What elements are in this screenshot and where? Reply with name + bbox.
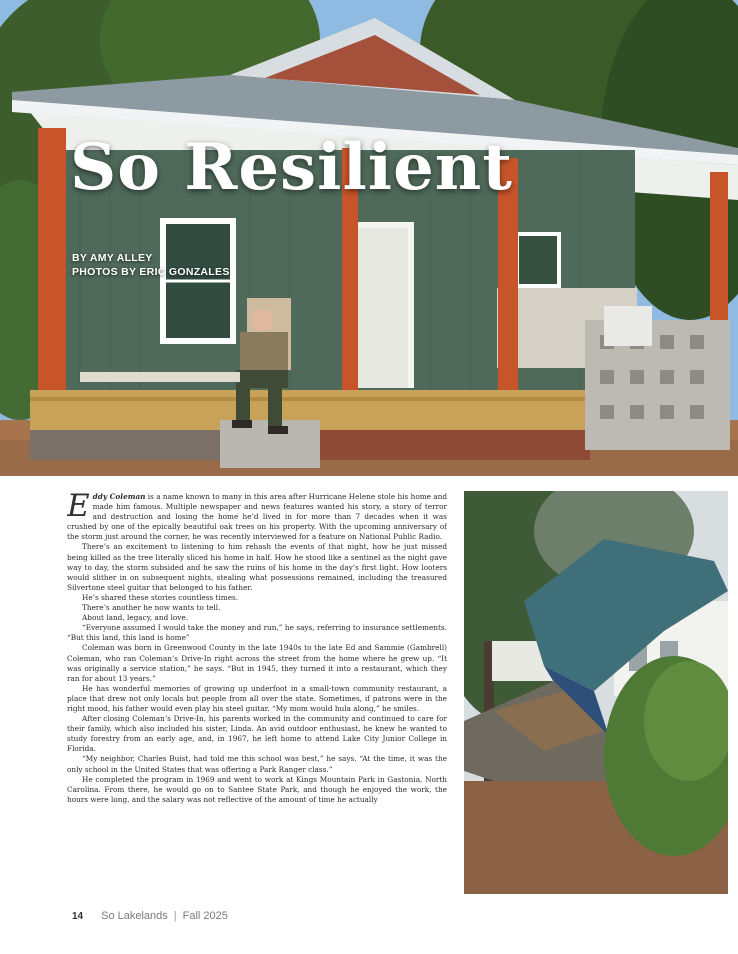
page-footer	[72, 908, 228, 924]
byline-photographer: PHOTOS BY ERIC GONZALES	[72, 266, 230, 278]
article-paragraph: After closing Coleman’s Drive-In, his parents worked in the community and continued to care for their family, which also included his sister, Linda. An avid outdoor enthusiast, he knew he wanted to study forestry from an early age, and, in 1967, he left home to attend Lake City Junior College in Florida.	[67, 714, 447, 754]
article-paragraph: There’s another he now wants to tell.	[82, 603, 221, 613]
drop-cap: E	[67, 492, 90, 524]
article-paragraph: Coleman was born in Greenwood County in the late 1940s to the late Ed and Sammie (Gambrell) Coleman, who ran Coleman’s Drive-In right across the street from the home where he grew up. “It was originally a service station,” he says. “But in 1945, they turned it into a restaurant, which they ran for about 13 years.”	[67, 643, 447, 683]
man-figure	[251, 309, 273, 331]
article-paragraph: He completed the program in 1969 and went to work at Kings Mountain Park in Gastonia, North Carolina. From there, he would go on to Santee State Park, and though he enjoyed the work, the hours were long, and the salary was not reflective of the amount of time he actually	[67, 774, 447, 804]
article-body	[67, 492, 447, 892]
page-number: 14	[72, 910, 84, 922]
article-paragraph: About land, legacy, and love.	[82, 613, 189, 623]
lead-in: ddy Coleman	[92, 492, 146, 501]
article-paragraph: There’s an excitement to listening to him rehash the events of that night, how he just missed being killed as the tree literally sliced his home in half. How he stood like a sentinel as the night gave way to day, the storm subsided and he saw the ruins of his home in the day’s first light. How looters would slither in on subsequent nights, stealing what possessions remained, including the treasured Silvertone steel guitar that belonged to his father.	[67, 542, 447, 592]
article-paragraph: “Everyone assumed I would take the money and run,” he says, referring to insurance settlements. “But this land, this land is home”	[67, 623, 447, 643]
house-illustration	[0, 0, 738, 476]
magazine-name: So Lakelands	[101, 910, 168, 922]
article-paragraph: He has wonderful memories of growing up underfoot in a small-town community restaurant, a place that drew not only locals but people from all over the state. Sometimes, if patrons were in the right mood, his father would even play his steel guitar. “My mom would hula along,” he smiles.	[67, 683, 447, 713]
article-paragraph: “My neighbor, Charles Buist, had told me this school was best,” he says. “At the time, it was the only school in the United States that was offering a Park Ranger class.”	[67, 754, 447, 774]
byline	[72, 251, 230, 279]
hero-photo	[0, 0, 738, 476]
article-paragraph: Eddy Coleman is a name known to many in this area after Hurricane Helene stole his home and made him famous. Multiple newspaper and news features wanted his story, a story of terror and destruction and losing the home he’d lived in for more than 7 decades when it was crushed by one of the epically beautiful oak trees on his property. With the upcoming anniversary of the storm just around the corner, he was recently interviewed for a feature on National Public Radio.	[67, 492, 447, 542]
storm-damage-photo	[464, 491, 728, 894]
damage-illustration	[464, 491, 728, 894]
article-paragraph: He’s shared these stories countless times.	[82, 592, 239, 602]
issue-label: Fall 2025	[182, 910, 228, 922]
article-title: So Resilient	[70, 130, 513, 205]
footer-separator: |	[173, 910, 177, 922]
byline-author: BY AMY ALLEY	[72, 252, 153, 264]
